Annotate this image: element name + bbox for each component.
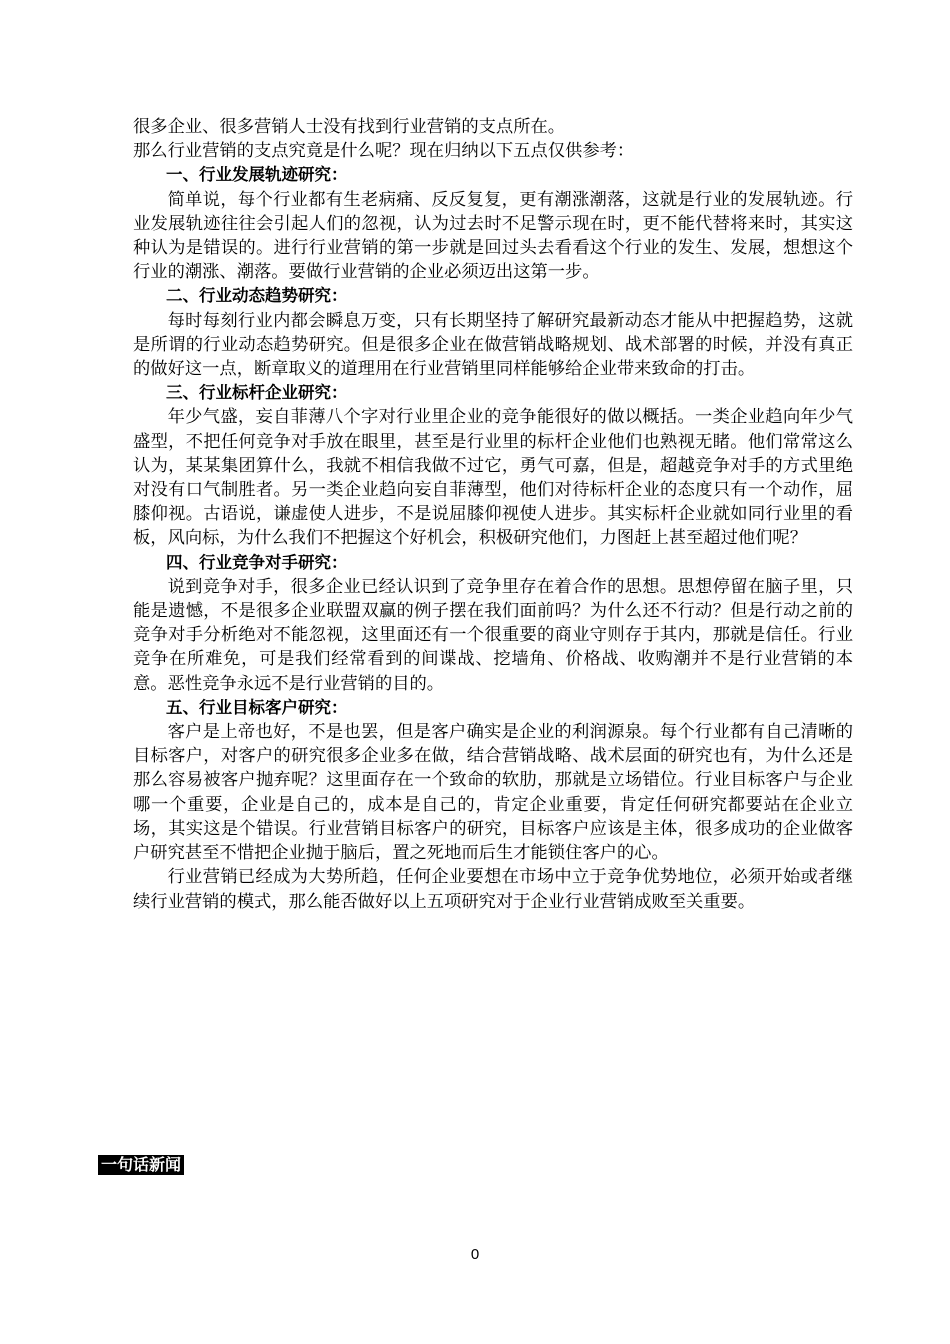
section-2-heading: 二、行业动态趋势研究： (166, 286, 348, 306)
section-2-body: 每时每刻行业内都会瞬息万变，只有长期坚持了解研究最新动态才能从中把握趋势，这就是所谓的行业动态趋势研究。但是很多企业在做营销战略规划、战术部署的时候，并没有真正的做好这一点，断章取义的道理用在行业营销里同样能够给企业带来致命的打击。 (133, 310, 853, 380)
section-3-heading: 三、行业标杆企业研究： (166, 383, 348, 403)
section-5-heading: 五、行业目标客户研究： (166, 697, 348, 717)
intro-line-1: 很多企业、很多营销人士没有找到行业营销的支点所在。 (133, 117, 566, 137)
page-number: 0 (470, 1246, 480, 1263)
article-body (133, 115, 853, 914)
section-1-heading: 一、行业发展轨迹研究： (166, 165, 348, 185)
conclusion-paragraph: 行业营销已经成为大势所趋，任何企业要想在市场中立于竞争优势地位，必须开始或者继续行业营销的模式，那么能否做好以上五项研究对于企业行业营销成败至关重要。 (133, 867, 853, 912)
intro-line-2: 那么行业营销的支点究竟是什么呢？现在归纳以下五点仅供参考： (133, 141, 635, 162)
section-1-body: 简单说，每个行业都有生老病痛、反反复复，更有潮涨潮落，这就是行业的发展轨迹。行业发展轨迹往往会引起人们的忽视，认为过去时不足警示现在时，更不能代替将来时，其实这种认为是错误的。进行行业营销的第一步就是回过头去看看这个行业的发生、发展，想想这个行业的潮涨、潮落。要做行业营销的企业必须迈出这第一步。 (133, 189, 853, 283)
section-4-body: 说到竞争对手，很多企业已经认识到了竞争里存在着合作的思想。思想停留在脑子里，只能是遗憾，不是很多企业联盟双赢的例子摆在我们面前吗？为什么还不行动？但是行动之前的竞争对手分析绝对不能忽视，这里面还有一个很重要的商业守则存于其内，那就是信任。行业竞争在所难免，可是我们经常看到的间谍战、挖墙角、价格战、收购潮并不是行业营销的本意。恶性竞争永远不是行业营销的目的。 (133, 576, 853, 694)
section-3-body: 年少气盛，妄自菲薄八个字对行业里企业的竞争能很好的做以概括。一类企业趋向年少气盛型，不把任何竞争对手放在眼里，甚至是行业里的标杆企业他们也熟视无睹。他们常常这么认为，某某集团算什么，我就不相信我做不过它，勇气可嘉，但是，超越竞争对手的方式里绝对没有口气制胜者。另一类企业趋向妄自菲薄型，他们对待标杆企业的态度只有一个动作，屈膝仰视。古语说，谦虚使人进步，不是说屈膝仰视使人进步。其实标杆企业就如同行业里的看板，风向标，为什么我们不把握这个好机会，积极研究他们，力图赶上甚至超过他们呢？ (133, 407, 853, 549)
news-section-label: 一句话新闻 (98, 1155, 184, 1175)
section-4-heading: 四、行业竞争对手研究： (166, 552, 348, 572)
section-5-body: 客户是上帝也好，不是也罢，但是客户确实是企业的利润源泉。每个行业都有自己清晰的目标客户，对客户的研究很多企业多在做，结合营销战略、战术层面的研究也有，为什么还是那么容易被客户抛弃呢？这里面存在一个致命的软肋，那就是立场错位。行业目标客户与企业哪一个重要，企业是自己的，成本是自己的，肯定企业重要，肯定任何研究都要站在企业立场，其实这是个错误。行业营销目标客户的研究，目标客户应该是主体，很多成功的企业做客户研究甚至不惜把企业抛于脑后，置之死地而后生才能锁住客户的心。 (133, 722, 853, 864)
